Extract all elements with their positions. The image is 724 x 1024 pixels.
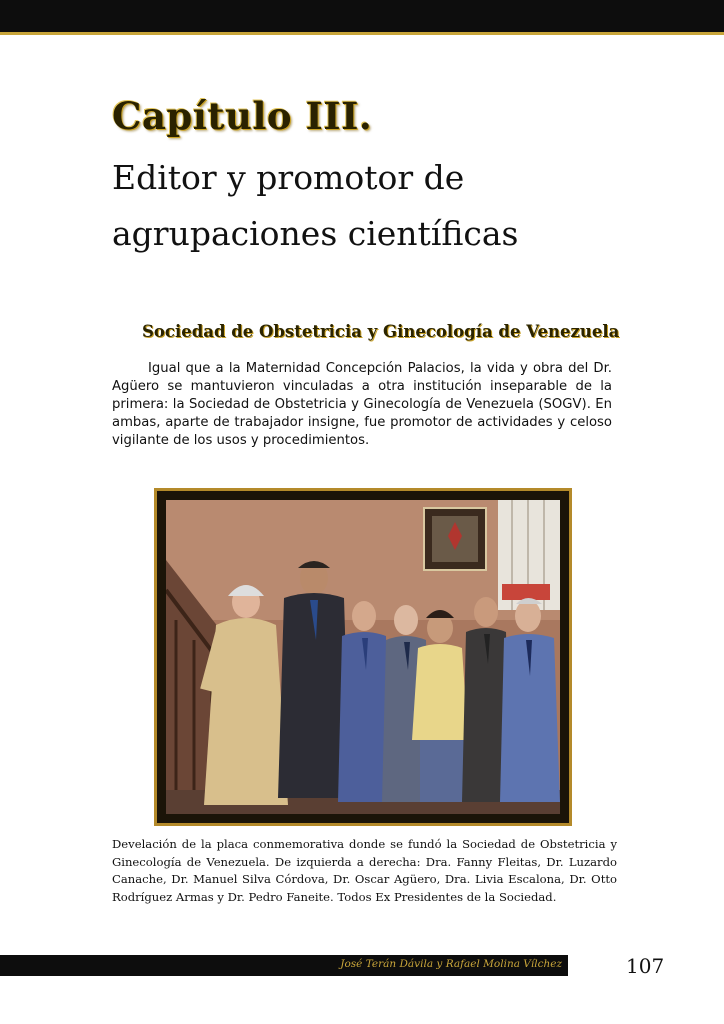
section-heading: Sociedad de Obstetricia y Ginecología de Venezuela <box>142 322 620 341</box>
group-photo <box>166 500 560 814</box>
group-photo-illustration <box>166 500 560 814</box>
chapter-title-line-2: agrupaciones científicas <box>112 214 519 253</box>
photo-caption: Develación de la placa conmemorativa donde se fundó la Sociedad de Obstetricia y Ginecología de Venezuela. De izquierda a derecha: Dra. Fanny Fleitas, Dr. Luzardo Canache, Dr. Manuel Silva Córdova, Dr. Oscar Agüero, Dra. Livia Escalona, Dr. Otto Rodríguez Armas y Dr. Pedro Faneite. Todos Ex Presidentes de la Sociedad. <box>112 837 617 904</box>
footer-authors: José Terán Dávila y Rafael Molina Vílchez <box>340 958 562 970</box>
chapter-label: Capítulo III. <box>112 94 373 138</box>
photo-frame <box>154 488 572 826</box>
chapter-title <box>112 150 672 262</box>
header-gold-rule <box>0 32 724 35</box>
header-bar <box>0 0 724 32</box>
page-number: 107 <box>626 954 665 978</box>
body-paragraph: Igual que a la Maternidad Concepción Palacios, la vida y obra del Dr. Agüero se mantuvieron vinculadas a otra institución inseparable de la primera: la Sociedad de Obstetricia y Ginecología de Venezuela (SOGV). En ambas, aparte de trabajador insigne, fue promotor de actividades y celoso vigilante de los usos y procedimientos. <box>112 361 612 448</box>
chapter-title-line-1: Editor y promotor de <box>112 158 465 197</box>
footer-bar <box>0 955 568 976</box>
